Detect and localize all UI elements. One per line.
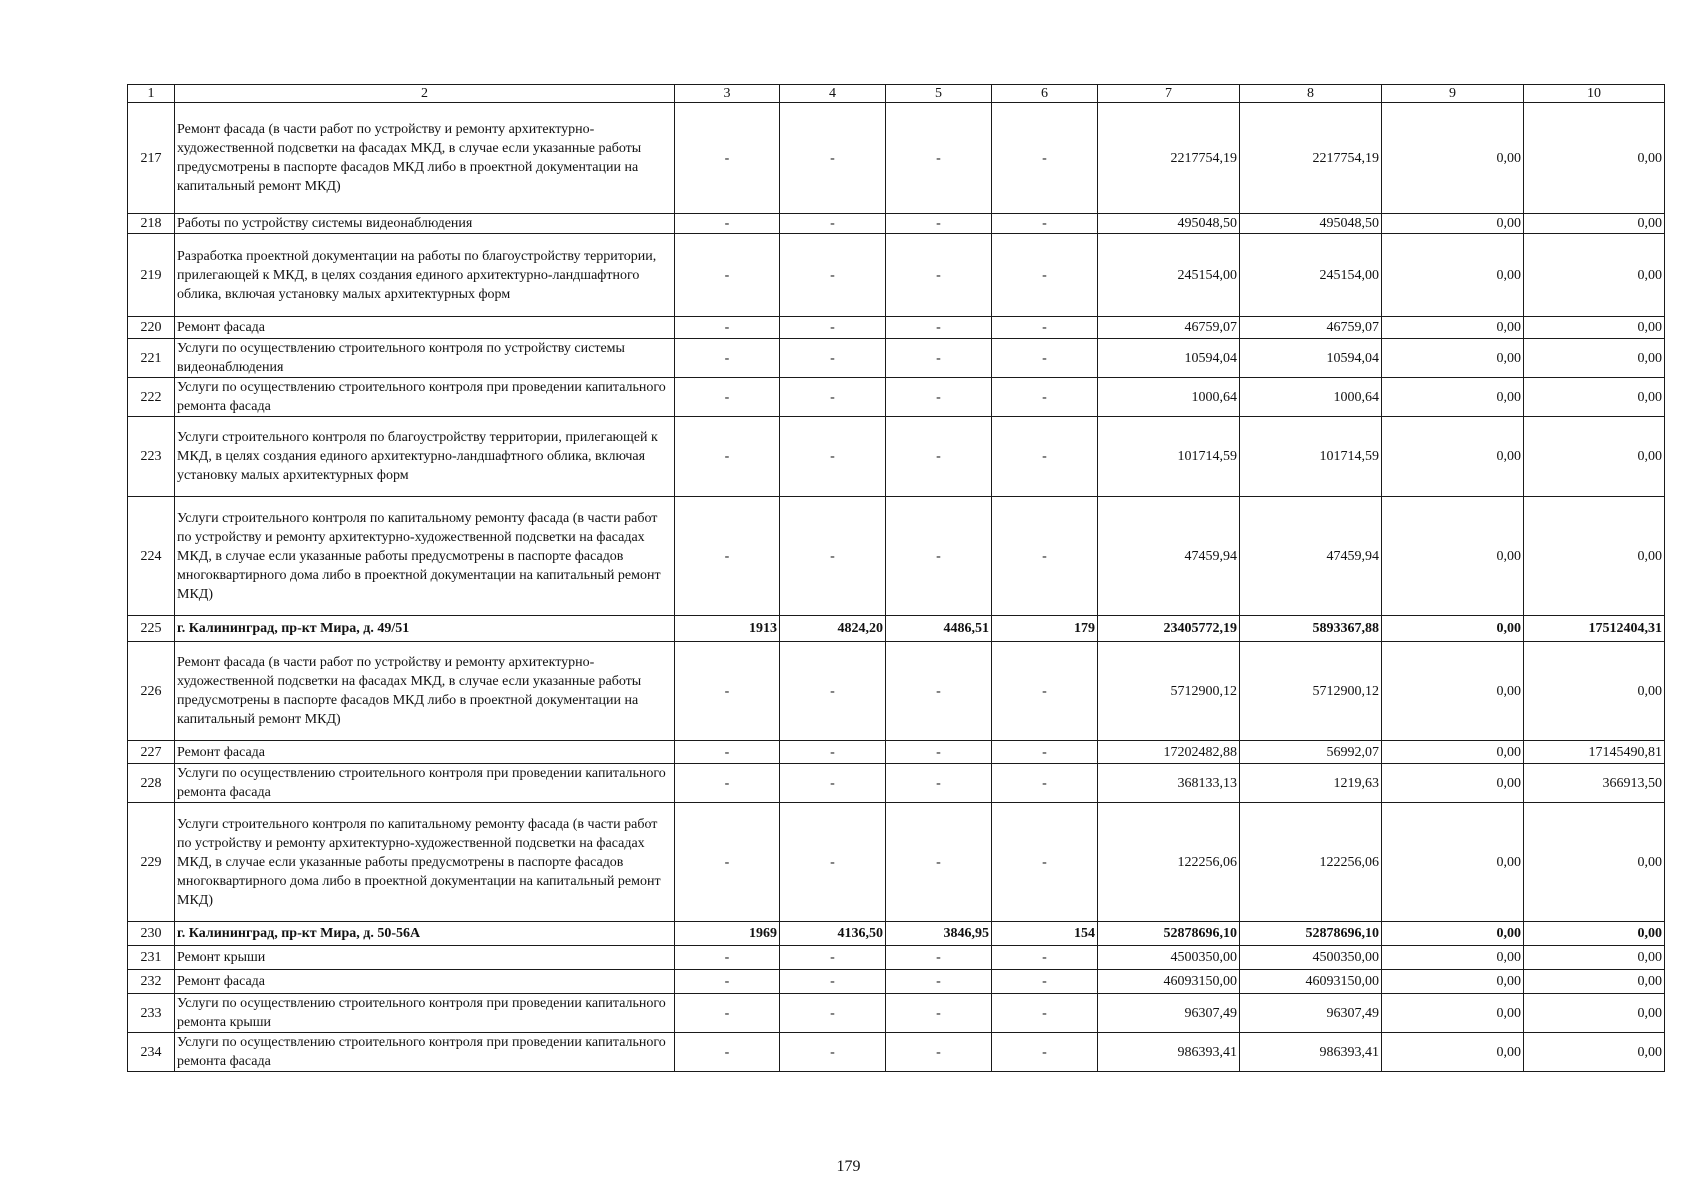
cell-col8: 4500350,00 [1240, 946, 1382, 970]
cell-col3: - [675, 946, 780, 970]
row-description: Услуги по осуществлению строительного контроля при проведении капитального ремонта фасада [175, 1033, 675, 1072]
cell-col10: 0,00 [1524, 1033, 1665, 1072]
cell-col8: 46759,07 [1240, 317, 1382, 339]
cell-col9: 0,00 [1382, 994, 1524, 1033]
cell-col9: 0,00 [1382, 803, 1524, 922]
cell-col3: - [675, 741, 780, 764]
cell-col3: - [675, 994, 780, 1033]
cell-col6: - [992, 642, 1098, 741]
cell-col4: - [780, 317, 886, 339]
table-row [128, 497, 1665, 616]
cell-col10: 0,00 [1524, 497, 1665, 616]
cell-col4: - [780, 803, 886, 922]
table-row [128, 764, 1665, 803]
cell-col9: 0,00 [1382, 970, 1524, 994]
cell-col8: 96307,49 [1240, 994, 1382, 1033]
row-description: Ремонт фасада (в части работ по устройству и ремонту архитектурно-художественной подсветки на фасадах МКД, в случае если указанные работы предусмотрены в паспорте фасадов МКД либо в проектной документации на капитальный ремонт МКД) [175, 103, 675, 214]
cell-col6: - [992, 214, 1098, 234]
row-description: Услуги по осуществлению строительного контроля при проведении капитального ремонта фасада [175, 764, 675, 803]
cell-col10: 0,00 [1524, 339, 1665, 378]
cell-col10: 0,00 [1524, 642, 1665, 741]
cell-col4: 4136,50 [780, 922, 886, 946]
row-number: 218 [128, 214, 175, 234]
cell-col5: - [886, 214, 992, 234]
cell-col4: - [780, 741, 886, 764]
cell-col7: 10594,04 [1098, 339, 1240, 378]
cell-col3: - [675, 214, 780, 234]
cell-col9: 0,00 [1382, 214, 1524, 234]
cell-col6: - [992, 970, 1098, 994]
cell-col8: 46093150,00 [1240, 970, 1382, 994]
table-row [128, 970, 1665, 994]
cell-col7: 5712900,12 [1098, 642, 1240, 741]
cell-col9: 0,00 [1382, 741, 1524, 764]
row-number: 226 [128, 642, 175, 741]
cell-col10: 0,00 [1524, 378, 1665, 417]
row-number: 228 [128, 764, 175, 803]
cell-col7: 52878696,10 [1098, 922, 1240, 946]
cell-col5: - [886, 970, 992, 994]
cell-col5: - [886, 741, 992, 764]
table-row [128, 803, 1665, 922]
column-header: 9 [1382, 85, 1524, 103]
cell-col4: - [780, 946, 886, 970]
cell-col9: 0,00 [1382, 417, 1524, 497]
column-header: 7 [1098, 85, 1240, 103]
row-number: 224 [128, 497, 175, 616]
cell-col6: - [992, 1033, 1098, 1072]
table-row [128, 616, 1665, 642]
cell-col6: - [992, 741, 1098, 764]
cell-col8: 245154,00 [1240, 234, 1382, 317]
cell-col8: 10594,04 [1240, 339, 1382, 378]
row-number: 220 [128, 317, 175, 339]
cell-col10: 0,00 [1524, 946, 1665, 970]
cell-col5: - [886, 764, 992, 803]
cell-col5: - [886, 994, 992, 1033]
cell-col8: 5712900,12 [1240, 642, 1382, 741]
budget-table [127, 84, 1665, 1072]
column-header: 1 [128, 85, 175, 103]
cell-col6: 154 [992, 922, 1098, 946]
row-description: Услуги строительного контроля по капитальному ремонту фасада (в части работ по устройству и ремонту архитектурно-художественной подсветки на фасадах МКД, в случае если указанные работы предусмотрены в паспорте фасадов многоквартирного дома либо в проектной документации на капитальный ремонт МКД) [175, 497, 675, 616]
table-header-row [128, 85, 1665, 103]
row-number: 234 [128, 1033, 175, 1072]
cell-col3: 1969 [675, 922, 780, 946]
cell-col10: 0,00 [1524, 234, 1665, 317]
cell-col4: - [780, 764, 886, 803]
cell-col7: 101714,59 [1098, 417, 1240, 497]
cell-col4: - [780, 103, 886, 214]
cell-col4: - [780, 417, 886, 497]
cell-col6: - [992, 417, 1098, 497]
cell-col4: - [780, 1033, 886, 1072]
row-number: 225 [128, 616, 175, 642]
cell-col7: 1000,64 [1098, 378, 1240, 417]
cell-col7: 495048,50 [1098, 214, 1240, 234]
table-row [128, 417, 1665, 497]
cell-col3: - [675, 803, 780, 922]
row-description: Разработка проектной документации на работы по благоустройству территории, прилегающей к МКД, в целях создания единого архитектурно-ландшафтного облика, включая установку малых архитектурных форм [175, 234, 675, 317]
cell-col5: - [886, 234, 992, 317]
cell-col3: - [675, 339, 780, 378]
table-row [128, 214, 1665, 234]
cell-col8: 56992,07 [1240, 741, 1382, 764]
column-header: 8 [1240, 85, 1382, 103]
row-number: 222 [128, 378, 175, 417]
cell-col9: 0,00 [1382, 497, 1524, 616]
cell-col8: 101714,59 [1240, 417, 1382, 497]
cell-col4: - [780, 642, 886, 741]
cell-col3: 1913 [675, 616, 780, 642]
cell-col8: 495048,50 [1240, 214, 1382, 234]
cell-col6: - [992, 946, 1098, 970]
table-row [128, 317, 1665, 339]
cell-col9: 0,00 [1382, 616, 1524, 642]
cell-col9: 0,00 [1382, 339, 1524, 378]
cell-col7: 122256,06 [1098, 803, 1240, 922]
cell-col7: 2217754,19 [1098, 103, 1240, 214]
table-row [128, 922, 1665, 946]
cell-col4: - [780, 339, 886, 378]
cell-col5: - [886, 497, 992, 616]
cell-col10: 0,00 [1524, 803, 1665, 922]
table-row [128, 946, 1665, 970]
row-description: Ремонт фасада (в части работ по устройству и ремонту архитектурно-художественной подсветки на фасадах МКД, в случае если указанные работы предусмотрены в паспорте фасадов МКД либо в проектной документации на капитальный ремонт МКД) [175, 642, 675, 741]
cell-col10: 0,00 [1524, 922, 1665, 946]
cell-col6: 179 [992, 616, 1098, 642]
row-description: Ремонт фасада [175, 741, 675, 764]
cell-col6: - [992, 803, 1098, 922]
cell-col4: - [780, 497, 886, 616]
row-number: 230 [128, 922, 175, 946]
cell-col6: - [992, 103, 1098, 214]
cell-col4: 4824,20 [780, 616, 886, 642]
cell-col3: - [675, 378, 780, 417]
cell-col7: 23405772,19 [1098, 616, 1240, 642]
cell-col7: 245154,00 [1098, 234, 1240, 317]
cell-col6: - [992, 497, 1098, 616]
cell-col5: - [886, 946, 992, 970]
table-row [128, 741, 1665, 764]
column-header: 5 [886, 85, 992, 103]
cell-col8: 122256,06 [1240, 803, 1382, 922]
cell-col5: - [886, 1033, 992, 1072]
cell-col10: 17512404,31 [1524, 616, 1665, 642]
table-row [128, 339, 1665, 378]
row-number: 233 [128, 994, 175, 1033]
cell-col6: - [992, 994, 1098, 1033]
cell-col4: - [780, 214, 886, 234]
cell-col10: 0,00 [1524, 970, 1665, 994]
cell-col5: - [886, 339, 992, 378]
table-row [128, 378, 1665, 417]
cell-col10: 0,00 [1524, 994, 1665, 1033]
cell-col5: - [886, 417, 992, 497]
cell-col9: 0,00 [1382, 642, 1524, 741]
row-number: 227 [128, 741, 175, 764]
column-header: 2 [175, 85, 675, 103]
cell-col10: 0,00 [1524, 417, 1665, 497]
table-row [128, 234, 1665, 317]
cell-col8: 47459,94 [1240, 497, 1382, 616]
cell-col6: - [992, 339, 1098, 378]
row-number: 219 [128, 234, 175, 317]
column-header: 3 [675, 85, 780, 103]
row-number: 231 [128, 946, 175, 970]
row-description: Работы по устройству системы видеонаблюдения [175, 214, 675, 234]
row-description: Услуги по осуществлению строительного контроля при проведении капитального ремонта фасада [175, 378, 675, 417]
cell-col3: - [675, 417, 780, 497]
cell-col10: 0,00 [1524, 103, 1665, 214]
cell-col9: 0,00 [1382, 234, 1524, 317]
table-row [128, 1033, 1665, 1072]
row-description: Услуги строительного контроля по благоустройству территории, прилегающей к МКД, в целях создания единого архитектурно-ландшафтного облика, включая установку малых архитектурных форм [175, 417, 675, 497]
cell-col9: 0,00 [1382, 103, 1524, 214]
column-header: 10 [1524, 85, 1665, 103]
cell-col4: - [780, 378, 886, 417]
cell-col9: 0,00 [1382, 764, 1524, 803]
row-description: Услуги строительного контроля по капитальному ремонту фасада (в части работ по устройству и ремонту архитектурно-художественной подсветки на фасадах МКД, в случае если указанные работы предусмотрены в паспорте фасадов многоквартирного дома либо в проектной документации на капитальный ремонт МКД) [175, 803, 675, 922]
row-number: 221 [128, 339, 175, 378]
column-header: 4 [780, 85, 886, 103]
row-description: Услуги по осуществлению строительного контроля при проведении капитального ремонта крыши [175, 994, 675, 1033]
cell-col3: - [675, 317, 780, 339]
cell-col7: 96307,49 [1098, 994, 1240, 1033]
table-row [128, 994, 1665, 1033]
row-number: 229 [128, 803, 175, 922]
cell-col8: 5893367,88 [1240, 616, 1382, 642]
cell-col6: - [992, 378, 1098, 417]
row-number: 217 [128, 103, 175, 214]
cell-col10: 0,00 [1524, 317, 1665, 339]
cell-col6: - [992, 764, 1098, 803]
cell-col3: - [675, 234, 780, 317]
cell-col5: - [886, 103, 992, 214]
row-description: Ремонт крыши [175, 946, 675, 970]
cell-col6: - [992, 317, 1098, 339]
cell-col3: - [675, 1033, 780, 1072]
row-description: г. Калининград, пр-кт Мира, д. 50-56А [175, 922, 675, 946]
cell-col4: - [780, 234, 886, 317]
cell-col7: 46759,07 [1098, 317, 1240, 339]
cell-col7: 4500350,00 [1098, 946, 1240, 970]
cell-col10: 0,00 [1524, 214, 1665, 234]
cell-col5: - [886, 803, 992, 922]
cell-col8: 1219,63 [1240, 764, 1382, 803]
cell-col4: - [780, 994, 886, 1033]
cell-col5: - [886, 378, 992, 417]
cell-col3: - [675, 764, 780, 803]
cell-col3: - [675, 497, 780, 616]
row-description: Услуги по осуществлению строительного контроля по устройству системы видеонаблюдения [175, 339, 675, 378]
cell-col5: 4486,51 [886, 616, 992, 642]
cell-col9: 0,00 [1382, 922, 1524, 946]
column-header: 6 [992, 85, 1098, 103]
cell-col8: 52878696,10 [1240, 922, 1382, 946]
row-number: 223 [128, 417, 175, 497]
table-row [128, 103, 1665, 214]
cell-col3: - [675, 103, 780, 214]
cell-col4: - [780, 970, 886, 994]
cell-col5: - [886, 317, 992, 339]
page-number: 179 [836, 1158, 861, 1175]
cell-col5: - [886, 642, 992, 741]
cell-col9: 0,00 [1382, 317, 1524, 339]
cell-col6: - [992, 234, 1098, 317]
cell-col3: - [675, 642, 780, 741]
cell-col8: 1000,64 [1240, 378, 1382, 417]
cell-col3: - [675, 970, 780, 994]
cell-col8: 2217754,19 [1240, 103, 1382, 214]
row-description: г. Калининград, пр-кт Мира, д. 49/51 [175, 616, 675, 642]
cell-col7: 986393,41 [1098, 1033, 1240, 1072]
cell-col9: 0,00 [1382, 1033, 1524, 1072]
cell-col8: 986393,41 [1240, 1033, 1382, 1072]
row-number: 232 [128, 970, 175, 994]
cell-col9: 0,00 [1382, 946, 1524, 970]
row-description: Ремонт фасада [175, 970, 675, 994]
cell-col7: 46093150,00 [1098, 970, 1240, 994]
table-row [128, 642, 1665, 741]
cell-col5: 3846,95 [886, 922, 992, 946]
cell-col7: 368133,13 [1098, 764, 1240, 803]
cell-col10: 17145490,81 [1524, 741, 1665, 764]
row-description: Ремонт фасада [175, 317, 675, 339]
cell-col7: 47459,94 [1098, 497, 1240, 616]
cell-col9: 0,00 [1382, 378, 1524, 417]
cell-col7: 17202482,88 [1098, 741, 1240, 764]
cell-col10: 366913,50 [1524, 764, 1665, 803]
